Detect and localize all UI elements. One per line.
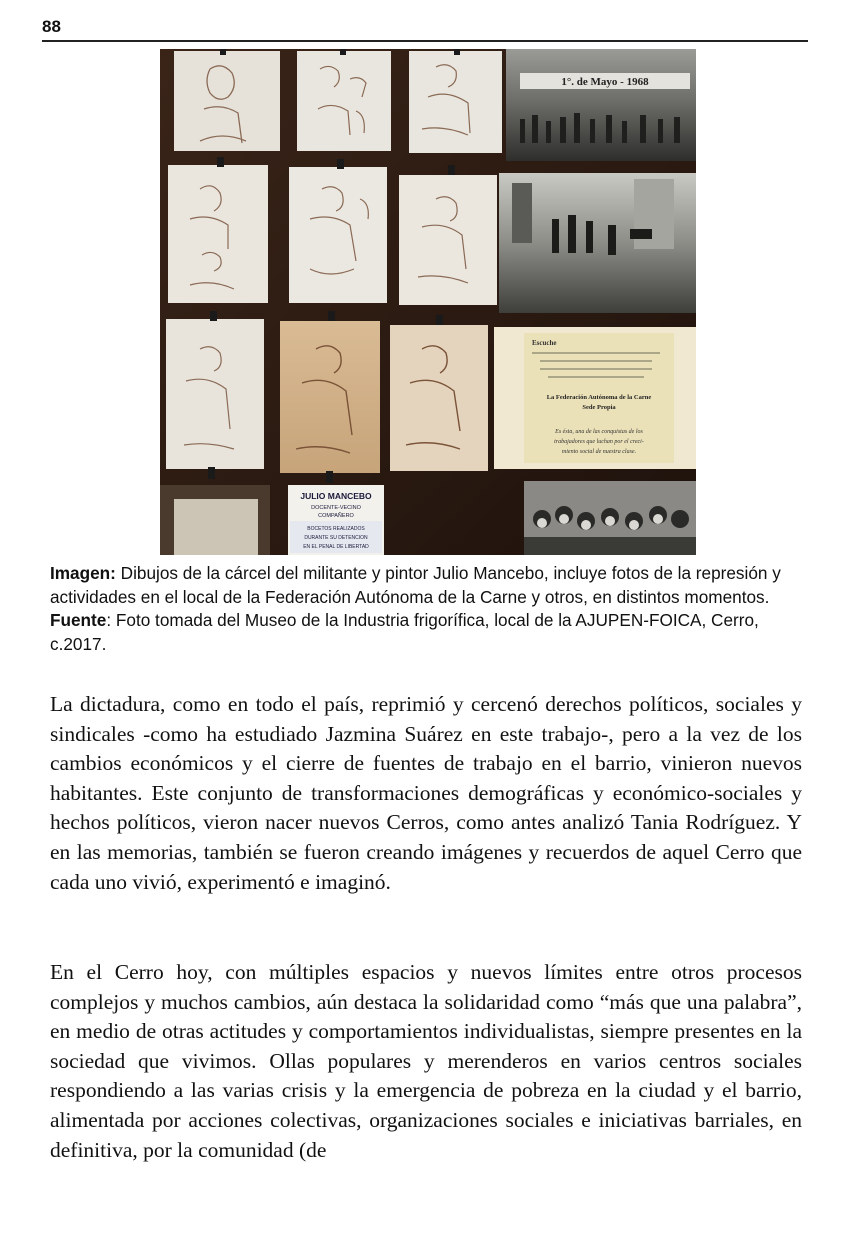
name-card-note-3: EN EL PENAL DE LIBERTAD: [303, 544, 369, 550]
poster-text-3: miento social de nuestra clase.: [561, 449, 637, 455]
figure-caption: [50, 562, 810, 656]
paragraph-1: La dictadura, como en todo el país, reprimió y cercenó derechos políticos, sociales y sindicales -como ha estudiado Jazmina Suárez en este trabajo-, pero a la vez de los cambios económicos y el cierre de fuentes de trabajo en el barrio, vinieron nuevos habitantes. Este conjunto de transformaciones demográficas y económico-sociales y hechos políticos, vieron nacer nuevos Cerros, como antes analizó Tania Rodríguez. Y en las memorias, también se fueron creando imágenes y recuerdos de aquel Cerro que cada uno vivió, experimentó e imaginó.: [50, 692, 802, 894]
photo-banner-text: 1°. de Mayo - 1968: [561, 76, 649, 88]
photo-group-meeting: [524, 481, 696, 555]
museum-photo: [160, 49, 696, 555]
sketch-row-1: [174, 51, 502, 153]
caption-label-fuente: Fuente: [50, 610, 107, 630]
name-card-title: JULIO MANCEBO: [300, 491, 372, 501]
caption-label-imagen: Imagen:: [50, 563, 116, 583]
caption-text-2: : Foto tomada del Museo de la Industria frigorífica, local de la AJUPEN-FOICA, Cerro, c.2017.: [50, 610, 759, 654]
sketch-row-3: [166, 319, 488, 473]
name-card-note-1: BOCETOS REALIZADOS: [307, 526, 365, 532]
sketch-row-2: [168, 165, 497, 305]
name-card-note-2: DURANTE SU DETENCION: [304, 535, 368, 541]
photo-street-repression: [499, 173, 696, 313]
header-rule: [42, 40, 808, 42]
caption-text-1: Dibujos de la cárcel del militante y pintor Julio Mancebo, incluye fotos de la represión y actividades en el local de la Federación Autónoma de la Carne y otros, en distintos momentos.: [50, 563, 781, 607]
page-number: 88: [42, 17, 61, 36]
poster-heading-1: La Federación Autónoma de la Carne: [546, 394, 652, 401]
name-card-julio-mancebo: [288, 485, 384, 555]
paragraph-2: En el Cerro hoy, con múltiples espacios y nuevos límites entre otros procesos complejos y muchos cambios, aún destaca la solidaridad como “más que una palabra”, en medio de otras actitudes y comportamientos individualistas, siempre presentes en la sociedad que vivimos. Ollas populares y merenderos en varios centros sociales respondiendo a las varias crisis y la emergencia de pobreza en la ciudad y el barrio, alimentada por acciones colectivas, organizaciones sociales e iniciativas barriales, en definitiva, por la comunidad (de: [50, 960, 802, 1162]
poster-federacion: [494, 327, 696, 469]
name-card-subtitle-1: DOCENTE-VECINO: [311, 505, 361, 511]
poster-top-text: Escuche: [532, 339, 557, 347]
photo-may-day-1968: [506, 49, 696, 161]
poster-text-1: Es ésta, una de las conquistas de los: [555, 429, 643, 435]
poster-text-2: trabajadores que luchan por el creci-: [554, 439, 644, 445]
poster-heading-2: Sede Propia: [582, 404, 616, 411]
name-card-subtitle-2: COMPAÑERO: [318, 513, 354, 519]
